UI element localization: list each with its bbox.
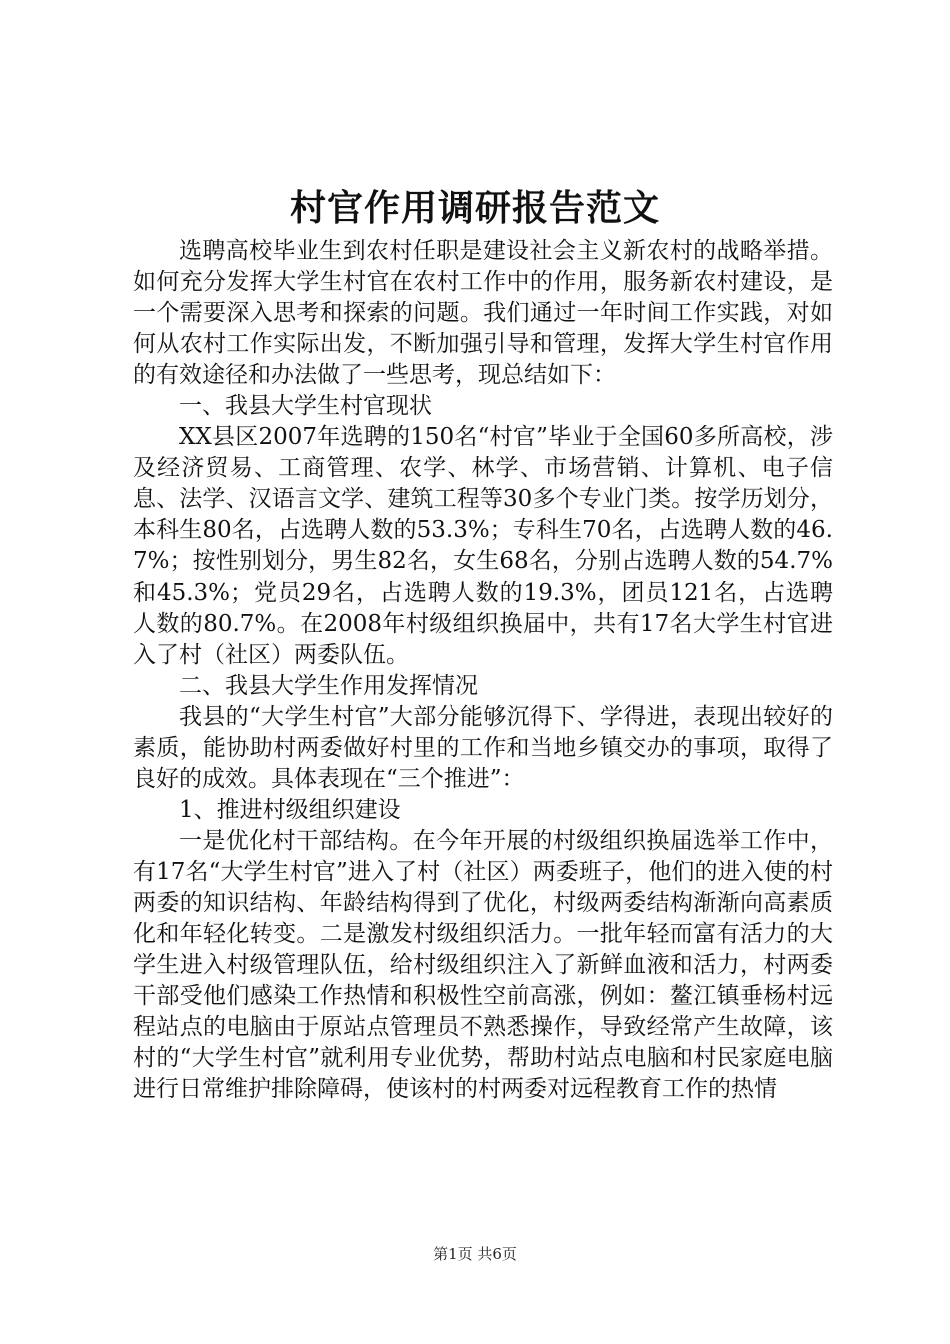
heading-section-1: 一、我县大学生村官现状	[179, 393, 432, 420]
heading-subsection-1: 1、推进村级组织建设	[179, 796, 401, 823]
heading-section-2: 二、我县大学生作用发挥情况	[179, 672, 478, 699]
paragraph-status: XX县区2007年选聘的150名“村官”毕业于全国60多所高校，涉及经济贸易、工商管理、农学、林学、市场营销、计算机、电子信息、法学、汉语言文学、建筑工程等30多个专业门类。按学历划分，本科生80名，占选聘人数的53.3%；专科生70名，占选聘人数的46.7%；按性别划分，男生82名，女生68名，分别占选聘人数的54.7%和45.3%；党员29名，占选聘人数的19.3%，团员121名，占选聘人数的80.7%。在2008年村级组织换届中，共有17名大学生村官进入了村（社区）两委队伍。	[133, 424, 833, 668]
paragraph-role: 我县的“大学生村官”大部分能够沉得下、学得进，表现出较好的素质，能协助村两委做好村里的工作和当地乡镇交办的事项，取得了良好的成效。具体表现在“三个推进”：	[133, 703, 833, 792]
paragraph-organization: 一是优化村干部结构。在今年开展的村级组织换届选举工作中，有17名“大学生村官”进入了村（社区）两委班子，他们的进入使的村两委的知识结构、年龄结构得到了优化，村级两委结构渐渐向高素质化和年轻化转变。二是激发村级组织活力。一批年轻而富有活力的大学生进入村级管理队伍，给村级组织注入了新鲜血液和活力，村两委干部受他们感染工作热情和积极性空前高涨，例如：鳌江镇垂杨村远程站点的电脑由于原站点管理员不熟悉操作，导致经常产生故障，该村的“大学生村官”就利用专业优势，帮助村站点电脑和村民家庭电脑进行日常维护排除障碍，使该村的村两委对远程教育工作的热情	[133, 827, 833, 1103]
paragraph-intro: 选聘高校毕业生到农村任职是建设社会主义新农村的战略举措。如何充分发挥大学生村官在农村工作中的作用，服务新农村建设，是一个需要深入思考和探索的问题。我们通过一年时间工作实践，对如何从农村工作实际出发，不断加强引导和管理，发挥大学生村官作用的有效途径和办法做了一些思考，现总结如下：	[133, 238, 833, 389]
document-title: 村官作用调研报告范文	[289, 187, 660, 229]
document-body	[133, 236, 833, 1105]
page-footer: 第1页 共6页	[433, 1245, 517, 1263]
